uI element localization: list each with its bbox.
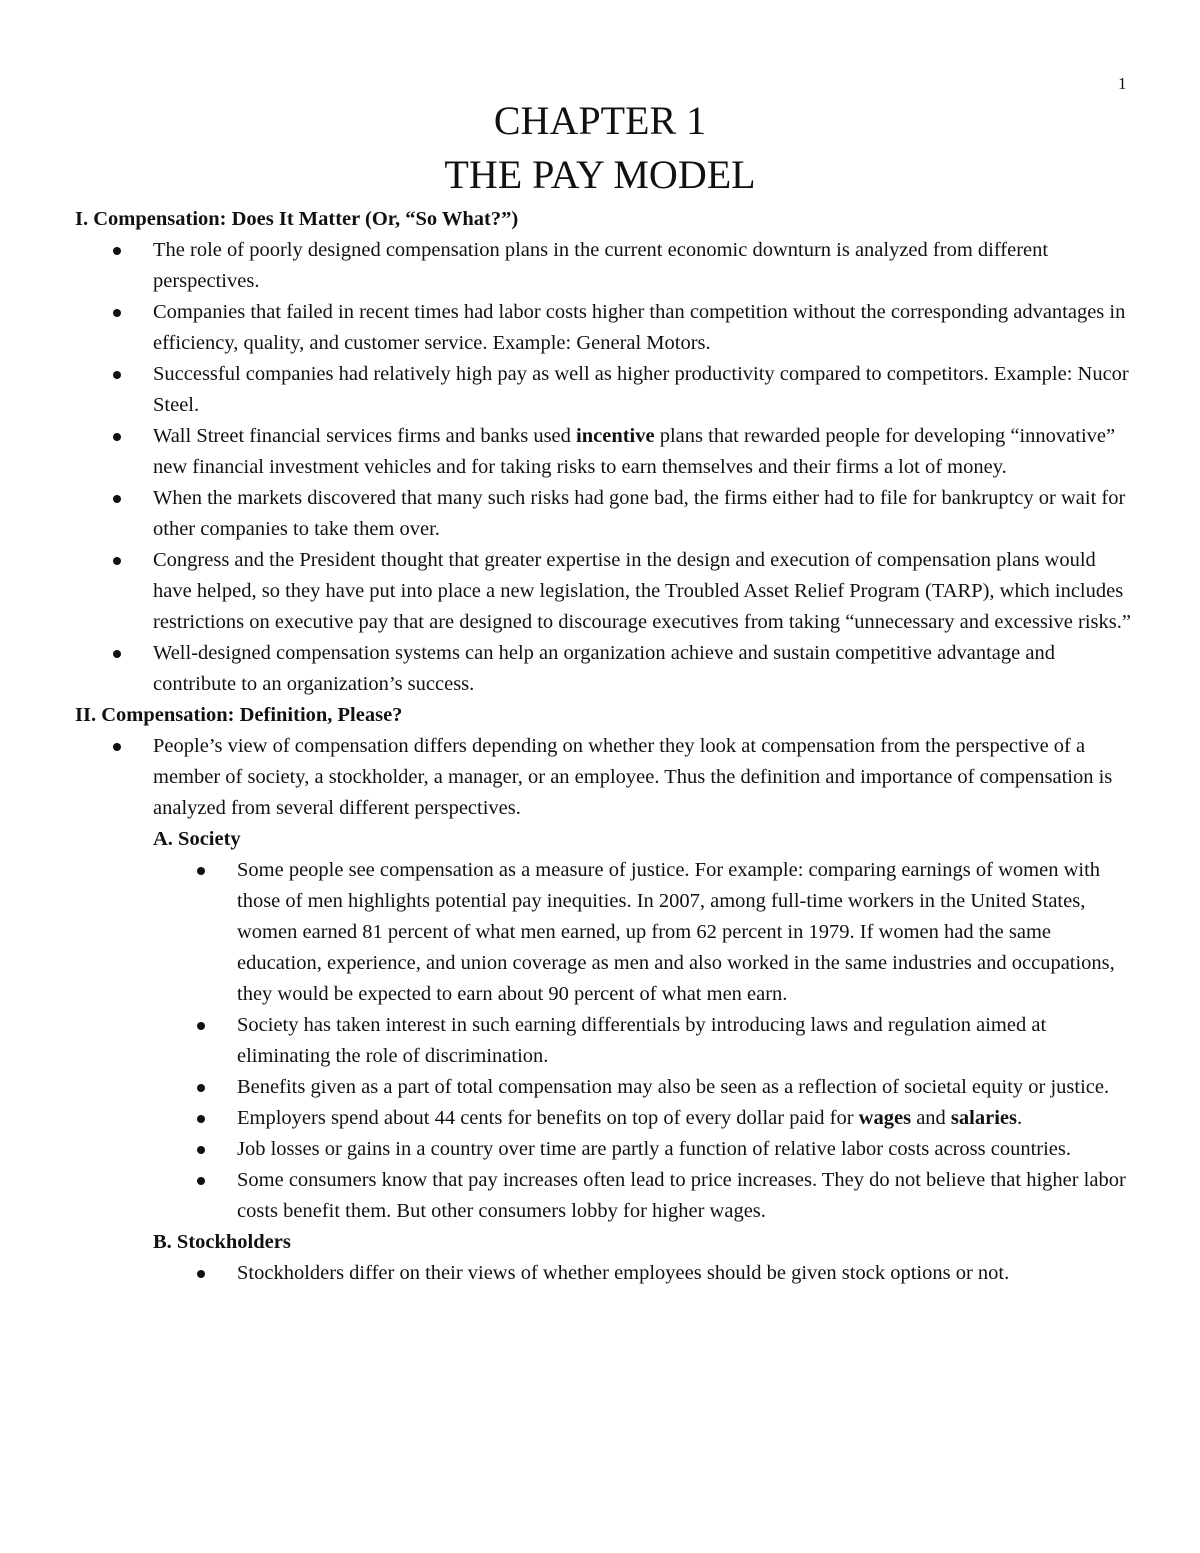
section-heading-compensation-definition: II. Compensation: Definition, Please? <box>75 704 403 726</box>
bullet-icon <box>197 1022 205 1030</box>
bullet-icon <box>113 557 121 565</box>
subsection-heading-society: A. Society <box>153 828 241 850</box>
bullet-icon <box>197 1084 205 1092</box>
list-item: People’s view of compensation differs depending on whether they look at compensation from the perspective of a member of society, a stockholder, a manager, or an employee. Thus the definition and importance of compensation is analyzed from several different perspectives. <box>153 731 1135 824</box>
bullet-icon <box>113 743 121 751</box>
section1-bullet-list <box>153 235 1135 700</box>
list-item: Society has taken interest in such earning differentials by introducing laws and regulation aimed at eliminating the role of discrimination. <box>237 1010 1135 1072</box>
bullet-icon <box>113 433 121 441</box>
bullet-icon <box>197 1177 205 1185</box>
list-item: Some people see compensation as a measure of justice. For example: comparing earnings of women with those of men highlights potential pay inequities. In 2007, among full-time workers in the United States, women earned 81 percent of what men earned, up from 62 percent in 1979. If women had the same education, experience, and union coverage as men and also worked in the same industries and occupations, they would be expected to earn about 90 percent of what men earn. <box>237 855 1135 1010</box>
bullet-icon <box>113 495 121 503</box>
list-item: Well-designed compensation systems can help an organization achieve and sustain competitive advantage and contribute to an organization’s success. <box>153 638 1135 700</box>
list-item: Successful companies had relatively high pay as well as higher productivity compared to competitors. Example: Nucor Steel. <box>153 359 1135 421</box>
list-item: The role of poorly designed compensation plans in the current economic downturn is analyzed from different perspectives. <box>153 235 1135 297</box>
list-item: Benefits given as a part of total compensation may also be seen as a reflection of societal equity or justice. <box>237 1072 1135 1103</box>
bullet-icon <box>197 1115 205 1123</box>
list-item: Job losses or gains in a country over time are partly a function of relative labor costs across countries. <box>237 1134 1135 1165</box>
chapter-number: CHAPTER 1 <box>493 98 707 143</box>
society-bullet-list <box>237 855 1135 1227</box>
chapter-name: THE PAY MODEL <box>444 152 756 197</box>
bold-term-incentive: incentive <box>576 425 655 447</box>
subsection-heading-stockholders: B. Stockholders <box>153 1231 291 1253</box>
bullet-icon <box>113 309 121 317</box>
page-number: 1 <box>1118 74 1127 93</box>
list-item: Stockholders differ on their views of whether employees should be given stock options or not. <box>237 1258 1135 1289</box>
bullet-icon <box>113 650 121 658</box>
chapter-title <box>0 94 1200 202</box>
list-item: Some consumers know that pay increases often lead to price increases. They do not believe that higher labor costs benefit them. But other consumers lobby for higher wages. <box>237 1165 1135 1227</box>
list-item: Employers spend about 44 cents for benefits on top of every dollar paid for wages and salaries. <box>237 1103 1135 1134</box>
bullet-icon <box>113 371 121 379</box>
bullet-icon <box>197 1146 205 1154</box>
document-body <box>75 204 1135 1289</box>
bold-term-salaries: salaries <box>950 1107 1017 1129</box>
section-heading-compensation-matter: I. Compensation: Does It Matter (Or, “So What?”) <box>75 208 519 230</box>
section2-bullet-list <box>153 731 1135 824</box>
list-item: When the markets discovered that many such risks had gone bad, the firms either had to file for bankruptcy or wait for other companies to take them over. <box>153 483 1135 545</box>
list-item: Wall Street financial services firms and banks used incentive plans that rewarded people for developing “innovative” new financial investment vehicles and for taking risks to earn themselves and their firms a lot of money. <box>153 421 1135 483</box>
bullet-icon <box>113 247 121 255</box>
list-item: Congress and the President thought that greater expertise in the design and execution of compensation plans would have helped, so they have put into place a new legislation, the Troubled Asset Relief Program (TARP), which includes restrictions on executive pay that are designed to discourage executives from taking “unnecessary and excessive risks.” <box>153 545 1135 638</box>
bullet-icon <box>197 867 205 875</box>
list-item: Companies that failed in recent times had labor costs higher than competition without the corresponding advantages in efficiency, quality, and customer service. Example: General Motors. <box>153 297 1135 359</box>
bold-term-wages: wages <box>858 1107 912 1129</box>
stockholders-bullet-list <box>237 1258 1135 1289</box>
bullet-icon <box>197 1270 205 1278</box>
